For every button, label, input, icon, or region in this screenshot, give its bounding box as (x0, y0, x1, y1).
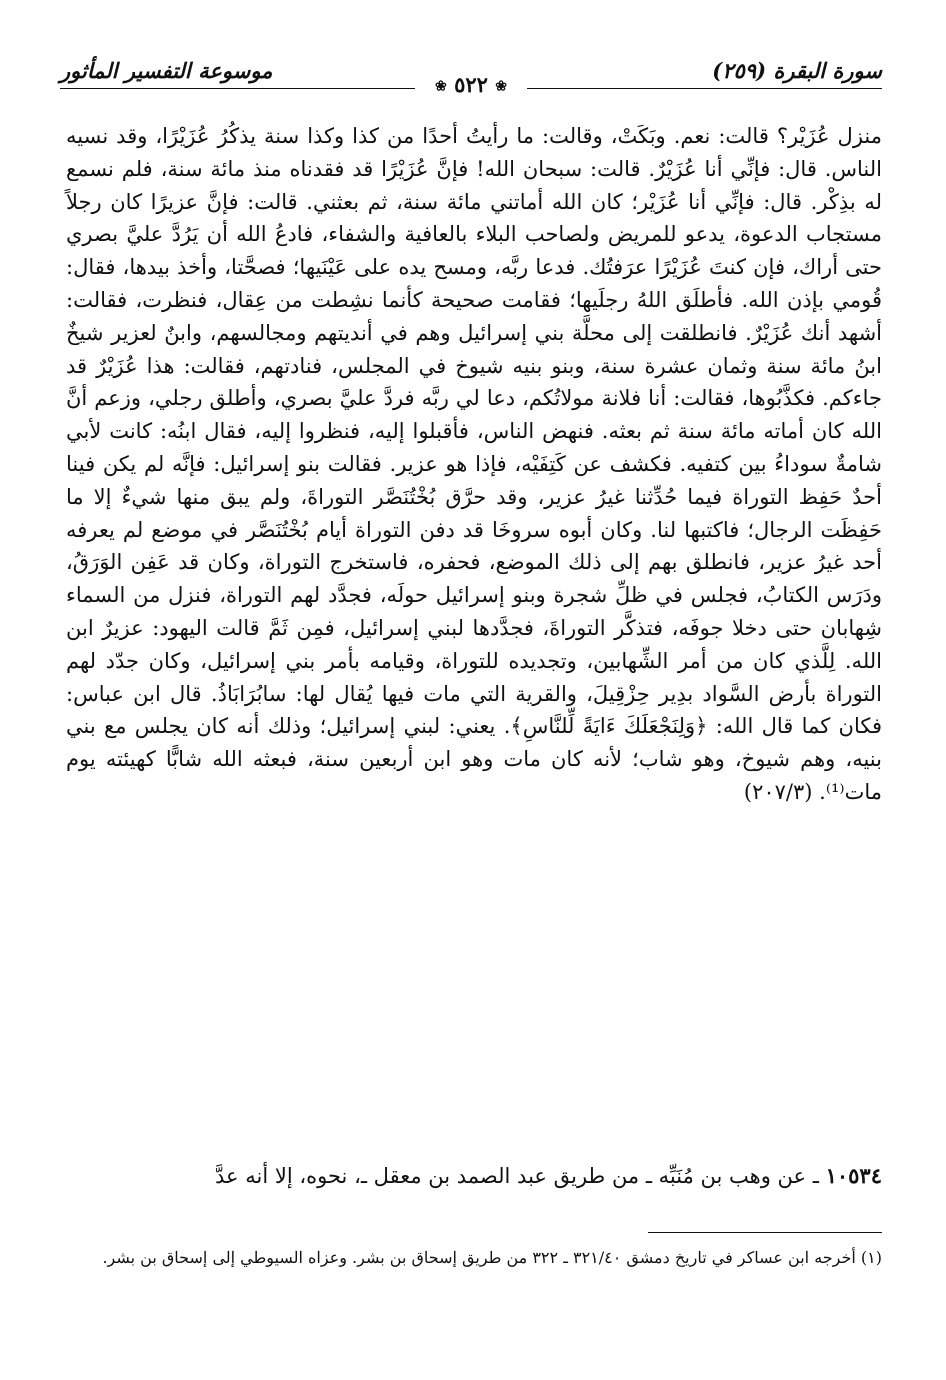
ornament-icon: ❀ (435, 78, 447, 95)
header-rule-left (60, 88, 415, 89)
page-number: ٥٢٢ (454, 72, 488, 97)
page-header (60, 58, 882, 96)
footnote-separator (648, 1232, 882, 1233)
ornament-icon: ❀ (495, 78, 507, 95)
verse-number: (٢٥٩) (712, 58, 766, 83)
footnote: (١) أخرجه ابن عساكر في تاريخ دمشق ٣٢١/٤٠ ـ ٣٢٢ من طريق إسحاق بن بشر. وعزاه السيوطي إلى إسحاق بن بشر. (102, 1248, 882, 1267)
narration-entry (66, 1160, 882, 1192)
surah-reference (712, 58, 882, 83)
main-text: منزل عُزَيْر؟ قالت: نعم. وبَكَتْ، وقالت: ما رأيتُ أحدًا من كذا وكذا سنة يذكُرُ عُزَيْرًا، وقد نسيه الناس. قال: فإنِّي أنا عُزَيْرٌ. قالت: سبحان الله! فإنَّ عُزَيْرًا قد فقدناه منذ مائة سنة، فلم نسمع له بذِكْر. قال: فإنِّي أنا عُزَيْر؛ كان الله أماتني مائة سنة، ثم بعثني. قالت: فإنَّ عزيرًا كان رجلاً مستجاب الدعوة، يدعو للمريض ولصاحب البلاء بالعافية والشفاء، فادعُ الله أن يَرُدَّ عليَّ بصري حتى أراك، فإن كنتَ عُزَيْرًا عرَفتُك. فدعا ربَّه، ومسح يده على عَيْنَيها؛ فصحَّتا، وأخذ بيدها، فقال: قُومي بإذن الله. فأطلَق اللهُ رجلَيها؛ فقامت صحيحة كأنما نشِطت من عِقال، فنظرت، فقالت: أشهد أنك عُزَيْرٌ. فانطلقت إلى محلَّة بني إسرائيل وهم في أنديتهم ومجالسهم، وابنٌ لعزير شيخٌ ابنُ مائة سنة وثمان عشرة سنة، وبنو بنيه شيوخ في المجلس، فنادتهم، فقالت: هذا عُزَيْرٌ قد جاءكم. فكذَّبُوها، فقالت: أنا فلانة مولاتُكم، دعا لي ربَّه فردَّ عليَّ بصري، وأطلق رجلي، وزعم أنَّ الله كان أماته مائة سنة ثم بعثه. فنهض الناس، فأقبلوا إليه، فنظروا إليه، فقال ابنُه: كانت لأبي شامةٌ سوداءُ بين كتفيه. فكشف عن كَتِفَيْه، فإذا هو عزير. فقالت بنو إسرائيل: فإنَّه لم يكن فينا أحدٌ حَفِظ التوراة فيما حُدِّثنا غيرُ عزير، وقد حرَّق بُخْتُنَصَّر التوراةَ، ولم يبق منها شيءٌ إلا ما حَفِظَت الرجال؛ فاكتبها لنا. وكان أبوه سروخَا قد دفن التوراة أيام بُخْتُنَصَّر في موضع لم يعرفه أحد غيرُ عزير، فانطلق بهم إلى ذلك الموضع، فحفره، فاستخرج التوراة، وكان قد عَفِن الوَرَقُ، ودَرَس الكتابُ، فجلس في ظلِّ شجرة وبنو إسرائيل حولَه، فجدَّد لهم التوراة، فنزل من السماء شِهابان حتى دخلا جوفَه، فتذكَّر التوراةَ، فجدَّدها لبني إسرائيل، فمِن ثَمَّ قالت اليهود: عزيرٌ ابن الله. لِلَّذي كان من أمر الشِّهابين، وتجديده للتوراة، وقيامه بأمر بني إسرائيل، وكان جدّد لهم التوراة بأرض السَّواد بدِير حِزْقِيلَ، والقرية التي مات فيها يُقال لها: سابُرَابَاذُ. قال ابن عباس: فكان كما قال الله: ﴿وَلِنَجْعَلَكَ ءَايَةً لِّلنَّاسِ﴾. يعني: لبني إسرائيل؛ وذلك أنه كان يجلس مع بني بنيه، وهم شيوخ، وهو شاب؛ لأنه كان مات وهو ابن أربعين سنة، فبعثه الله شابًّا كهيئته يوم مات⁽¹⁾. (٢٠٧/٣) (66, 124, 882, 804)
narration-text: ـ عن وهب بن مُنَبِّه ـ من طريق عبد الصمد بن معقل ـ، نحوه، إلا أنه عدَّ (215, 1164, 819, 1188)
surah-name: سورة البقرة (773, 58, 882, 83)
book-title: موسوعة التفسير المأثور (60, 58, 273, 83)
page-number-block (427, 72, 515, 97)
narration-number: ١٠٥٣٤ (825, 1163, 882, 1188)
header-rule-right (527, 88, 882, 89)
